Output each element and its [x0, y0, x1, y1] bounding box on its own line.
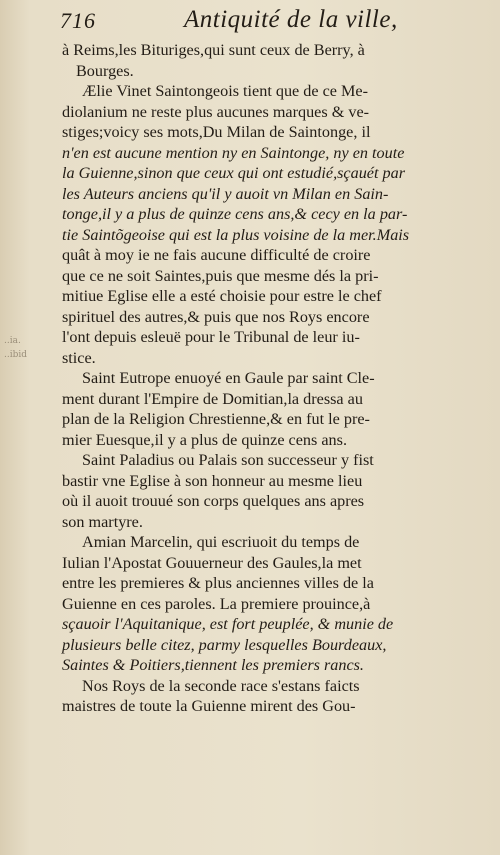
text-line: que ce ne soit Saintes,puis que mesme dés la pri-	[62, 266, 379, 285]
text-line: spirituel des autres,& puis que nos Roys encore	[62, 307, 370, 326]
paragraph	[62, 676, 474, 717]
text-line: quât à moy ie ne fais aucune difficulté de croire	[62, 246, 371, 264]
text-line: plusieurs belle citez, parmy lesquelles Bourdeaux,	[62, 635, 387, 654]
text-line: maistres de toute la Guienne mirent des Gou-	[62, 697, 356, 715]
text-line: sçauoir l'Aquitanique, est fort peuplée, & munie de	[62, 615, 394, 633]
page-header	[60, 8, 470, 42]
text-line: plan de la Religion Chrestienne,& en fut le pre-	[62, 410, 370, 428]
text-line: entre les premieres & plus anciennes villes de la	[62, 574, 374, 592]
text-line: Bourges.	[76, 61, 134, 80]
text-line: stice.	[62, 348, 96, 367]
text-line: Guienne en ces paroles. La premiere prouince,à	[62, 594, 371, 613]
paragraph	[62, 532, 474, 676]
text-line: bastir vne Eglise à son honneur au mesme lieu	[62, 471, 363, 490]
text-line: les Auteurs anciens qu'il y auoit vn Milan en Sain-	[62, 184, 389, 203]
margin-notes	[4, 334, 56, 362]
margin-note: ..ibid	[4, 350, 28, 360]
paragraph	[62, 368, 474, 450]
text-line: tonge,il y a plus de quinze cens ans,& cecy en la par-	[62, 205, 408, 223]
text-line: Amian Marcelin, qui escriuoit du temps de	[82, 533, 360, 551]
text-line: Nos Roys de la seconde race s'estans faicts	[82, 676, 360, 695]
paragraph	[62, 81, 474, 368]
text-line: diolanium ne reste plus aucunes marques & ve-	[62, 102, 370, 121]
text-line: n'en est aucune mention ny en Saintonge, ny en toute	[62, 143, 405, 162]
paragraph	[62, 40, 474, 81]
text-line: tie Saintõgeoise qui est la plus voisine de la mer.Mais	[62, 225, 410, 244]
text-line: mier Euesque,il y a plus de quinze cens ans.	[62, 430, 347, 449]
text-line: l'ont depuis esleuë pour le Tribunal de leur iu-	[62, 328, 360, 346]
text-line: Saintes & Poitiers,tiennent les premiers rancs.	[62, 656, 364, 674]
text-line: ment durant l'Empire de Domitian,la dressa au	[62, 389, 363, 408]
text-line: Ælie Vinet Saintongeois tient que de ce Me-	[82, 82, 368, 100]
page-number: 716	[60, 8, 96, 33]
text-line: mitiue Eglise elle a esté choisie pour estre le chef	[62, 287, 382, 305]
margin-note: ..ia.	[4, 336, 21, 346]
text-line: Iulian l'Apostat Gouuerneur des Gaules,la met	[62, 553, 362, 572]
running-title: Antiquité de la ville,	[184, 6, 398, 33]
text-line: où il auoit trouué son corps quelques ans apres	[62, 492, 365, 510]
text-line: son martyre.	[62, 512, 143, 531]
text-line: stiges;voicy ses mots,Du Milan de Saintonge, il	[62, 123, 371, 141]
text-line: la Guienne,sinon que ceux qui ont estudié,sçauét par	[62, 164, 406, 182]
text-line: Saint Eutrope enuoyé en Gaule par saint Cle-	[82, 369, 375, 387]
paragraph	[62, 450, 474, 532]
body-text	[62, 40, 474, 717]
text-line: à Reims,les Bituriges,qui sunt ceux de Berry, à	[62, 41, 365, 59]
text-line: Saint Paladius ou Palais son successeur y fist	[82, 451, 374, 469]
